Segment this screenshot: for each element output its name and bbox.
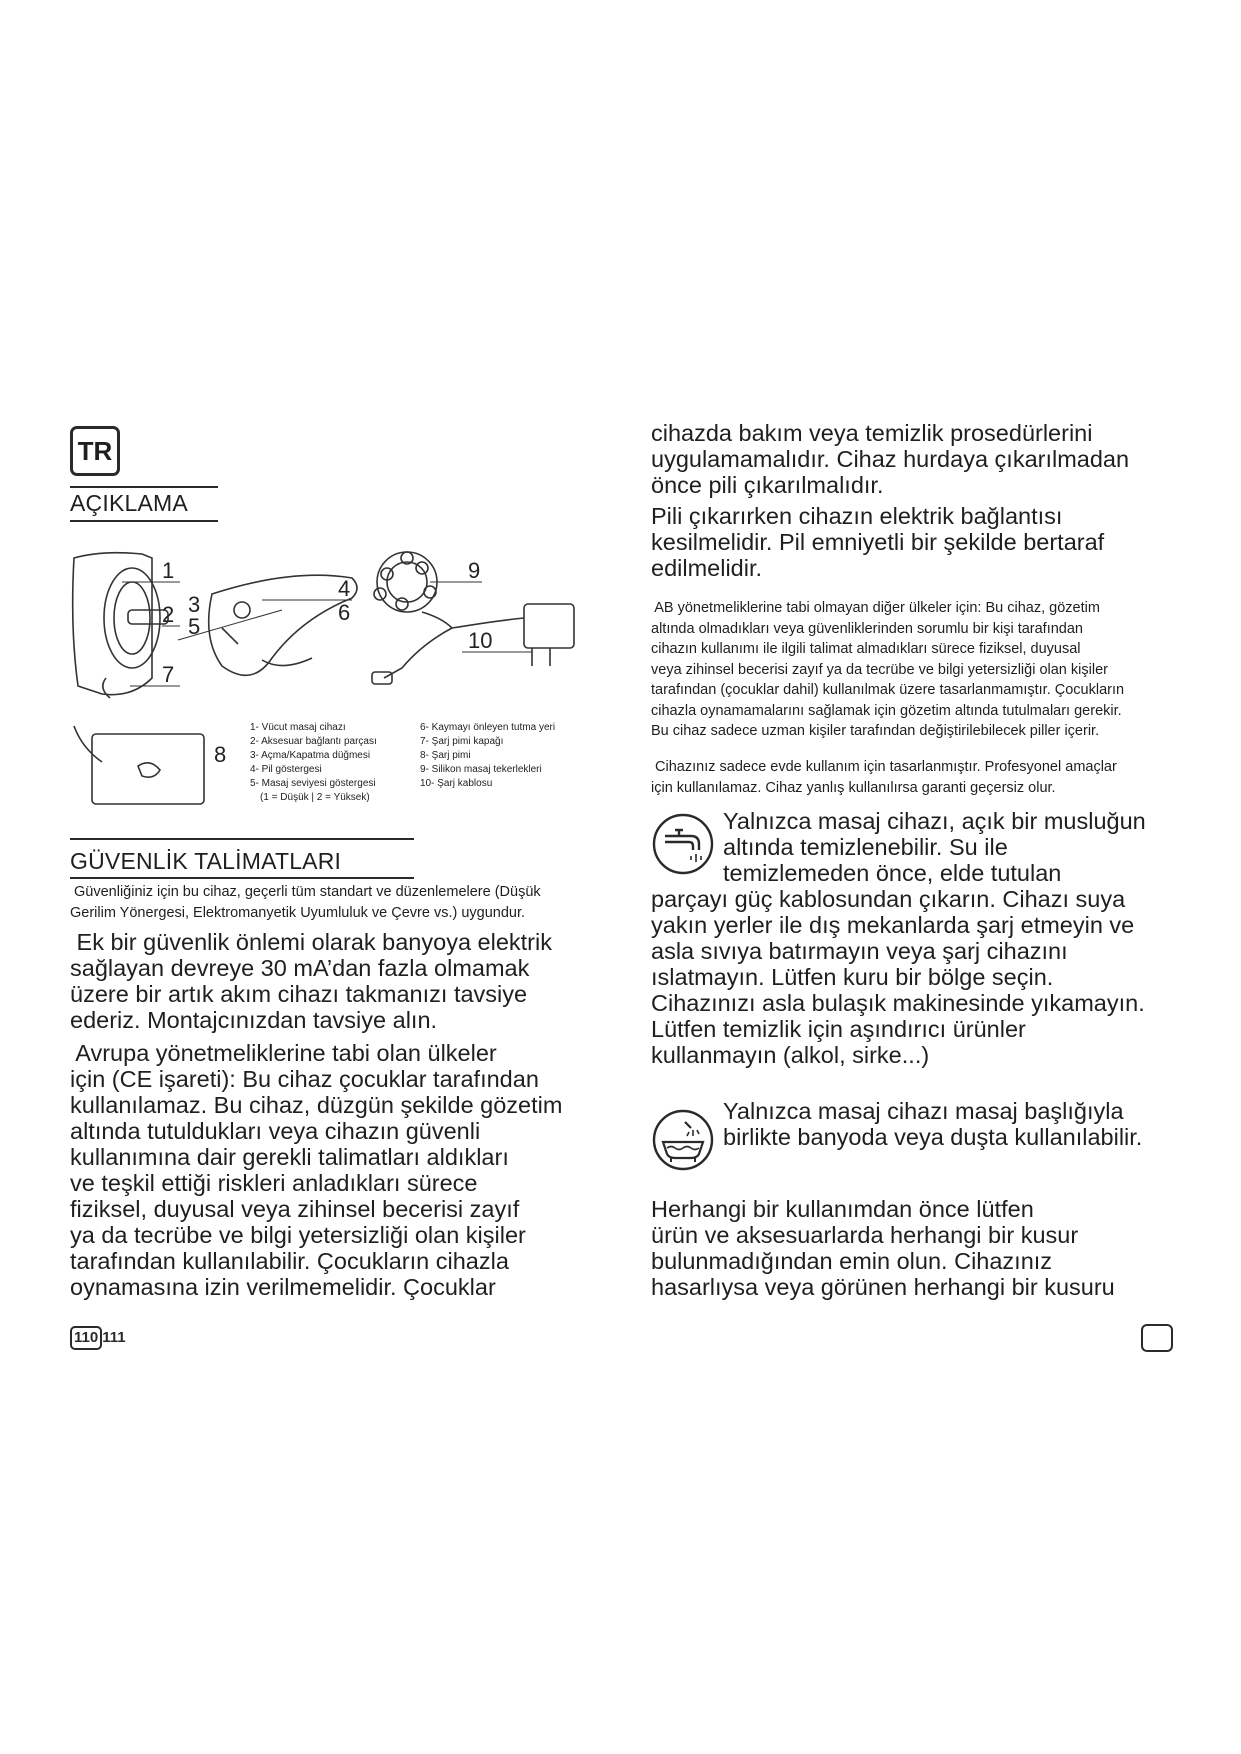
section-rule-bottom: [70, 877, 414, 879]
text-line: ürün ve aksesuarlarda herhangi bir kusur: [651, 1222, 1079, 1248]
text-line: cihazda bakım veya temizlik prosedürlerini: [651, 420, 1093, 446]
page-numbers: [70, 1326, 126, 1350]
text-line: Ek bir güvenlik önlemi olarak banyoya elektrik: [70, 929, 552, 955]
home-use-paragraph: [651, 757, 1171, 798]
text-line: sağlayan devreye 30 mA’dan fazla olmamak: [70, 955, 530, 981]
text-line: altında temizlenebilir. Su ile: [723, 834, 1008, 860]
faucet-icon: [651, 812, 715, 876]
accessory-drawing: [209, 575, 357, 675]
maintenance-paragraph: [651, 420, 1191, 498]
text-line: Lütfen temizlik için aşındırıcı ürünler: [651, 1016, 1026, 1042]
legend-item: 5- Masaj seviyesi göstergesi: [250, 778, 376, 789]
text-line: Bu cihaz sadece uzman kişiler tarafından değiştirilebilecek piller içerir.: [651, 723, 1100, 739]
safety-rcd-paragraph: [70, 929, 630, 1033]
legend-item: 7- Şarj pimi kapağı: [420, 736, 504, 747]
section-rule-top: [70, 838, 414, 840]
legend-item: 4- Pil göstergesi: [250, 764, 322, 775]
text-line: cihazla oynamamalarını sağlamak için gözetim altında tutulmaları gerekir.: [651, 702, 1122, 719]
text-line: cihazın kullanımı ile ilgili talimat almadıkları sürece fiziksel, duyusal: [651, 641, 1081, 657]
diagram-number: 8: [214, 742, 227, 767]
text-line: fiziksel, duyusal veya zihinsel becerisi zayıf: [70, 1196, 520, 1222]
text-line: Cihazınız sadece evde kullanım için tasarlanmıştır. Profesyonel amaçlar: [651, 759, 1117, 775]
tap-block-full: [651, 886, 1191, 1068]
text-line: için kullanılamaz. Cihaz yanlış kullanılırsa garanti geçersiz olur.: [651, 779, 1056, 796]
safety-ce-paragraph: [70, 1040, 630, 1300]
legend-item: 1- Vücut masaj cihazı: [250, 722, 346, 733]
text-line: ederiz. Montajcınızdan tavsiye alın.: [70, 1007, 438, 1033]
text-line: Yalnızca masaj cihazı, açık bir musluğun: [723, 808, 1146, 834]
text-line: altında olmadıkları veya güvenliklerinden sorumlu bir kişi tarafından: [651, 620, 1083, 637]
charging-pin-drawing: [92, 734, 204, 804]
page-number-right: 111: [102, 1329, 126, 1346]
text-line: kullanılamaz. Bu cihaz, düzgün şekilde gözetim: [70, 1092, 563, 1118]
text-line: asla sıvıya batırmayın veya şarj cihazını: [651, 938, 1068, 964]
text-line: tarafından kullanılabilir. Çocukların cihazla: [70, 1248, 509, 1274]
diagram-legend-left: [250, 721, 390, 805]
text-line: ve teşkil ettiği riskleri anladıkları sürece: [70, 1170, 478, 1196]
legend-item: 8- Şarj pimi: [420, 750, 471, 761]
safety-intro: [70, 882, 610, 923]
charging-cable-drawing: [422, 612, 524, 628]
text-line: parçayı güç kablosundan çıkarın. Cihazı suya: [651, 886, 1126, 912]
diagram-number: 1: [162, 558, 175, 583]
diagram-number: 7: [162, 662, 175, 687]
non-eu-paragraph: [651, 598, 1171, 742]
legend-item: 2- Aksesuar bağlantı parçası: [250, 736, 377, 747]
legend-item: 10- Şarj kablosu: [420, 778, 493, 789]
text-line: temizlemeden önce, elde tutulan: [723, 860, 1062, 886]
bath-shower-icon: [651, 1108, 715, 1172]
legend-item-note: (1 = Düşük | 2 = Yüksek): [260, 792, 370, 803]
text-line: Herhangi bir kullanımdan önce lütfen: [651, 1196, 1034, 1222]
tap-block-indented: [723, 808, 1183, 886]
text-line: Güvenliğiniz için bu cihaz, geçerli tüm standart ve düzenlemelere (Düşük: [74, 884, 541, 900]
legend-item: 9- Silikon masaj tekerlekleri: [420, 764, 542, 775]
diagram-number: 2: [162, 602, 175, 627]
battery-paragraph: [651, 503, 1191, 581]
text-line: kesilmelidir. Pil emniyetli bir şekilde bertaraf: [651, 529, 1105, 555]
text-line: için (CE işareti): Bu cihaz çocuklar tarafından: [70, 1066, 539, 1092]
text-line: altında tutuldukları veya cihazın güvenli: [70, 1118, 481, 1144]
bath-block-text: [723, 1098, 1193, 1150]
silicone-rollers-drawing: [374, 552, 437, 612]
diagram-number: 10: [468, 628, 493, 653]
section-title-safety: GÜVENLİK TALİMATLARI: [70, 848, 342, 874]
page-number-left: 110: [70, 1326, 102, 1350]
text-line: veya zihinsel becerisi zayıf ya da tecrübe ve bilgi yetersizliği olan kişiler: [651, 661, 1108, 678]
legend-item: 6- Kaymayı önleyen tutma yeri: [420, 722, 556, 733]
text-line: üzere bir artık akım cihazı takmanızı tavsiye: [70, 981, 528, 1007]
diagram-number: 3: [188, 592, 201, 617]
legend-item: 3- Açma/Kapatma düğmesi: [250, 750, 371, 761]
diagram-number: 4: [338, 576, 351, 601]
text-line: kullanımına dair gerekli talimatları aldıkları: [70, 1144, 509, 1170]
diagram-number: 6: [338, 600, 351, 625]
text-line: önce pili çıkarılmalıdır.: [651, 472, 884, 498]
text-line: edilmelidir.: [651, 555, 763, 581]
diagram-legend-right: [420, 721, 590, 791]
text-line: kullanmayın (alkol, sirke...): [651, 1042, 930, 1068]
section-title-description: AÇIKLAMA: [70, 490, 188, 516]
text-line: tarafından (çocuklar dahil) kullanılmak üzere tasarlanmamıştır. Çocukların: [651, 682, 1125, 698]
text-line: Pili çıkarırken cihazın elektrik bağlantısı: [651, 503, 1063, 529]
text-line: AB yönetmeliklerine tabi olmayan diğer ülkeler için: Bu cihaz, gözetim: [651, 600, 1100, 616]
text-line: oynamasına izin verilmemelidir. Çocuklar: [70, 1274, 496, 1300]
text-line: ıslatmayın. Lütfen kuru bir bölge seçin.: [651, 964, 1054, 990]
section-rule-top: [70, 486, 218, 488]
diagram-number: 5: [188, 614, 201, 639]
diagram-number: 9: [468, 558, 481, 583]
section-rule-bottom: [70, 520, 218, 522]
language-badge: TR: [70, 426, 120, 476]
text-line: Cihazınızı asla bulaşık makinesinde yıkamayın.: [651, 990, 1145, 1016]
text-line: Avrupa yönetmeliklerine tabi olan ülkeler: [70, 1040, 497, 1066]
text-line: hasarlıysa veya görünen herhangi bir kusuru: [651, 1274, 1115, 1300]
text-line: birlikte banyoda veya duşta kullanılabilir.: [723, 1124, 1143, 1150]
text-line: uygulamamalıdır. Cihaz hurdaya çıkarılmadan: [651, 446, 1130, 472]
inspection-paragraph: [651, 1196, 1191, 1300]
text-line: Yalnızca masaj cihazı masaj başlığıyla: [723, 1098, 1124, 1124]
text-line: yakın yerler ile dış mekanlarda şarj etmeyin ve: [651, 912, 1135, 938]
text-line: bulunmadığından emin olun. Cihazınız: [651, 1248, 1053, 1274]
page-marker-box: [1141, 1324, 1173, 1352]
text-line: ya da tecrübe ve bilgi yetersizliği olan kişiler: [70, 1222, 526, 1248]
text-line: Gerilim Yönergesi, Elektromanyetik Uyumluluk ve Çevre vs.) uygundur.: [70, 904, 526, 921]
